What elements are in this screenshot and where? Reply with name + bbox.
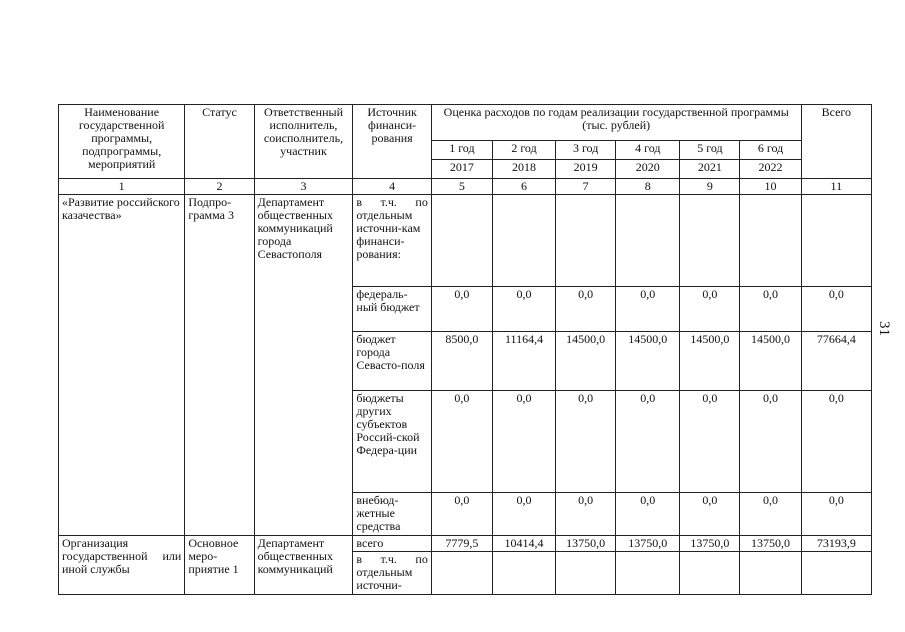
event-responsible: Департамент общественных коммуникаций <box>254 536 353 595</box>
column-number: 5 <box>431 179 492 195</box>
year-value: 2018 <box>492 160 555 179</box>
program-name: «Развитие российского казачества» <box>59 195 185 536</box>
funding-source: всего <box>353 536 431 552</box>
value-cell <box>431 195 492 287</box>
value-cell: 0,0 <box>740 493 801 536</box>
column-number: 3 <box>254 179 353 195</box>
value-cell <box>556 552 616 595</box>
value-cell <box>740 552 801 595</box>
value-cell: 0,0 <box>556 391 616 493</box>
value-cell: 0,0 <box>740 287 801 332</box>
value-cell: 0,0 <box>801 391 871 493</box>
column-number: 1 <box>59 179 185 195</box>
value-cell: 0,0 <box>431 287 492 332</box>
value-cell: 8500,0 <box>431 332 492 391</box>
year-label: 5 год <box>680 141 740 160</box>
value-cell: 0,0 <box>801 287 871 332</box>
year-label: 2 год <box>492 141 555 160</box>
value-cell: 73193,9 <box>801 536 871 552</box>
value-cell: 0,0 <box>616 287 680 332</box>
year-label: 4 год <box>616 141 680 160</box>
column-number: 2 <box>185 179 254 195</box>
value-cell: 10414,4 <box>492 536 555 552</box>
column-number: 4 <box>353 179 431 195</box>
year-label: 1 год <box>431 141 492 160</box>
funding-source: бюджет города Севасто-поля <box>353 332 431 391</box>
year-value: 2020 <box>616 160 680 179</box>
value-cell: 11164,4 <box>492 332 555 391</box>
budget-table <box>58 104 872 595</box>
table-row <box>59 536 872 552</box>
header-status: Статус <box>185 105 254 179</box>
value-cell: 0,0 <box>740 391 801 493</box>
value-cell: 0,0 <box>616 391 680 493</box>
funding-source: бюджеты других субъектов Россий-ской Федера-ции <box>353 391 431 493</box>
value-cell: 0,0 <box>556 287 616 332</box>
value-cell <box>492 195 555 287</box>
value-cell: 0,0 <box>492 493 555 536</box>
year-value: 2021 <box>680 160 740 179</box>
program-status: Подпро-грамма 3 <box>185 195 254 536</box>
column-number: 6 <box>492 179 555 195</box>
column-number: 11 <box>801 179 871 195</box>
year-label: 6 год <box>740 141 801 160</box>
value-cell: 14500,0 <box>616 332 680 391</box>
page-number: 31 <box>876 321 892 336</box>
value-cell: 14500,0 <box>740 332 801 391</box>
column-number: 8 <box>616 179 680 195</box>
value-cell: 0,0 <box>616 493 680 536</box>
year-value: 2022 <box>740 160 801 179</box>
year-value: 2017 <box>431 160 492 179</box>
value-cell: 0,0 <box>680 287 740 332</box>
funding-source: федераль-ный бюджет <box>353 287 431 332</box>
table-row <box>59 195 872 287</box>
event-name: Организация государственной или иной службы <box>59 536 185 595</box>
value-cell: 0,0 <box>431 493 492 536</box>
header-source: Источник финанси-рования <box>353 105 431 179</box>
value-cell <box>801 552 871 595</box>
value-cell <box>431 552 492 595</box>
value-cell <box>680 552 740 595</box>
header-row-1 <box>59 105 872 141</box>
value-cell: 0,0 <box>492 391 555 493</box>
value-cell: 0,0 <box>680 391 740 493</box>
value-cell: 13750,0 <box>616 536 680 552</box>
year-label: 3 год <box>556 141 616 160</box>
value-cell <box>616 195 680 287</box>
value-cell <box>556 195 616 287</box>
value-cell: 0,0 <box>680 493 740 536</box>
value-cell: 7779,5 <box>431 536 492 552</box>
value-cell: 13750,0 <box>680 536 740 552</box>
value-cell: 0,0 <box>801 493 871 536</box>
value-cell: 14500,0 <box>556 332 616 391</box>
column-number: 10 <box>740 179 801 195</box>
column-number: 7 <box>556 179 616 195</box>
column-number: 9 <box>680 179 740 195</box>
value-cell <box>492 552 555 595</box>
value-cell <box>740 195 801 287</box>
program-responsible: Департамент общественных коммуникаций города Севастополя <box>254 195 353 536</box>
header-estimate: Оценка расходов по годам реализации государственной программы (тыс. рублей) <box>431 105 801 141</box>
value-cell <box>680 195 740 287</box>
value-cell: 13750,0 <box>556 536 616 552</box>
value-cell: 13750,0 <box>740 536 801 552</box>
event-status: Основное меро-приятие 1 <box>185 536 254 595</box>
value-cell: 0,0 <box>431 391 492 493</box>
value-cell <box>616 552 680 595</box>
funding-source: в т.ч. по отдельным источни- <box>353 552 431 595</box>
header-responsible: Ответственный исполнитель, соисполнитель, участник <box>254 105 353 179</box>
column-numbers-row <box>59 179 872 195</box>
year-value: 2019 <box>556 160 616 179</box>
value-cell <box>801 195 871 287</box>
value-cell: 14500,0 <box>680 332 740 391</box>
funding-source: внебюд-жетные средства <box>353 493 431 536</box>
value-cell: 0,0 <box>492 287 555 332</box>
header-total: Всего <box>801 105 871 179</box>
value-cell: 77664,4 <box>801 332 871 391</box>
header-name: Наименование государственной программы, подпрограммы, мероприятий <box>59 105 185 179</box>
funding-source: в т.ч. по отдельным источни-кам финанси-рования: <box>353 195 431 287</box>
value-cell: 0,0 <box>556 493 616 536</box>
